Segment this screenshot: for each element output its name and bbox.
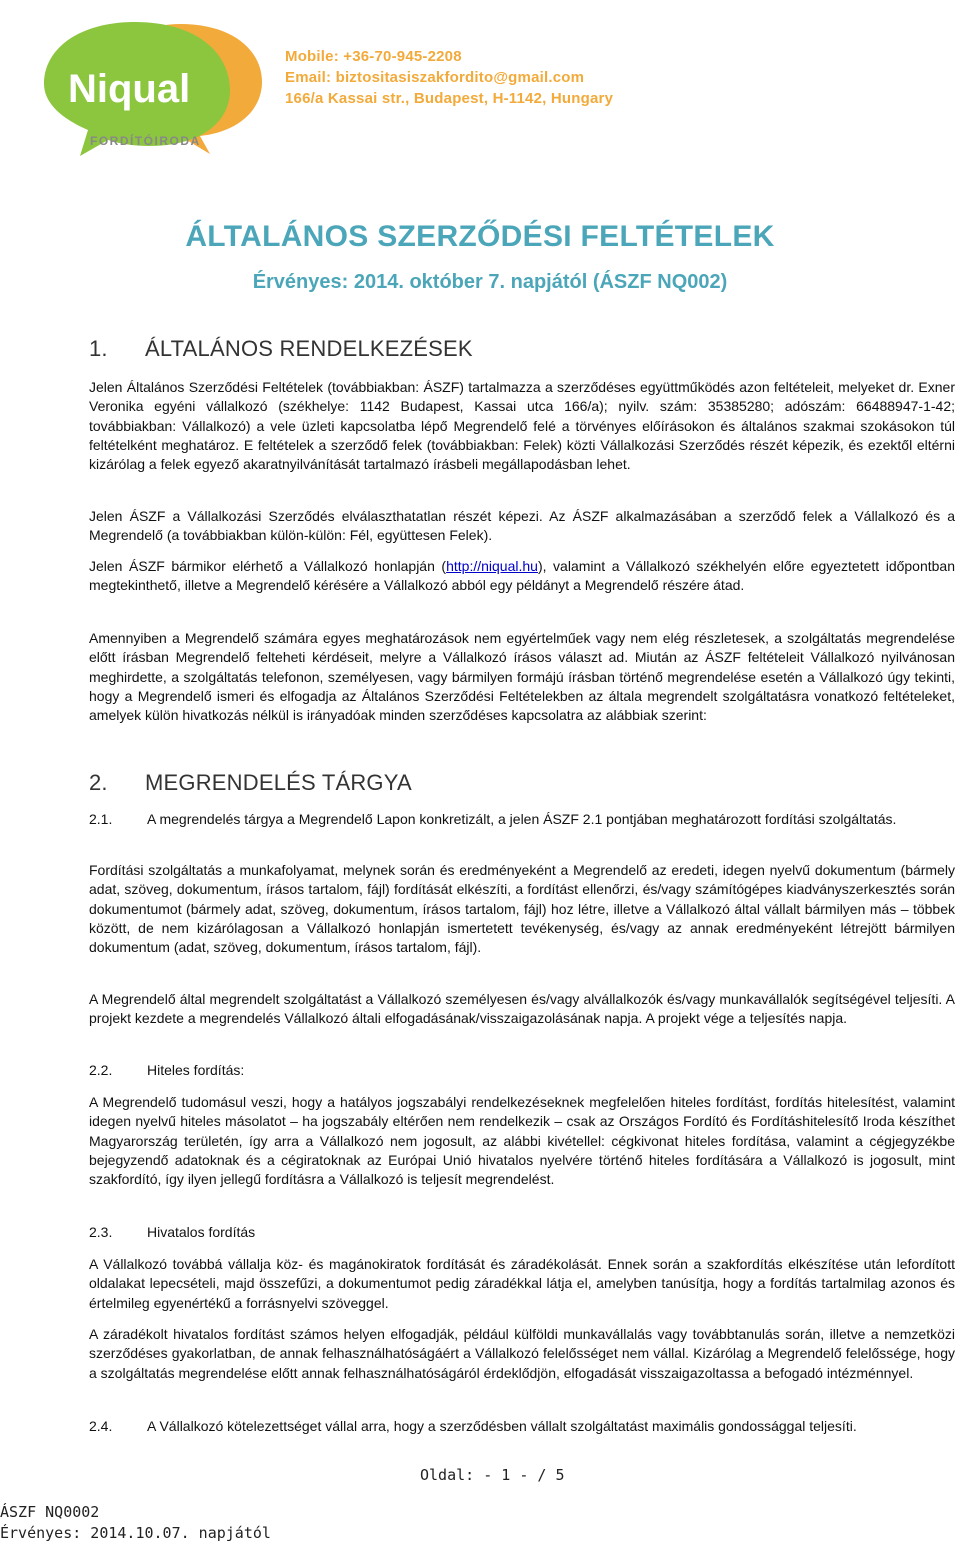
footer-doc-id: ÁSZF NQ0002	[0, 1503, 100, 1521]
section-2-paragraph-a: Fordítási szolgáltatás a munkafolyamat, melynek során és eredményeként a Megrendelő az eredeti, idegen nyelvű dokumentum (bármely adat, szöveg, dokumentum, írásos tartalom, fájl) fordítását elkészíti, a fordítást ellenőrzi, és/vagy számítógépes kiadványszerkesztés során dokumentumot (bármely adat, szöveg, dokumentum, írásos tartalom, fájl) hoz létre, illetve a Vállalkozó által vállalt bármilyen más – többek között, de nem kizárólagosan a Vállalkozó honlapján ismertetett tevékenység, és/vagy az annak eredményeként létrejött bármilyen dokumentum (adat, szöveg, dokumentum, írásos tartalom, fájl).	[89, 862, 955, 956]
clause-2-1-text: A megrendelés tárgya a Megrendelő Lapon konkretizált, a jelen ÁSZF 2.1 pontjában meghatározott fordítási szolgáltatás.	[147, 811, 897, 827]
section-2-paragraph-e: A záradékolt hivatalos fordítást számos helyen elfogadják, például külföldi munkavállalás vagy továbbtanulás során, illetve a nemzetközi szerződéses gyakorlatban, de annak felhasználhatóságáért a Vállalkozó felelősséget nem vállal. Kizárólag a Megrendelő felelőssége, hogy a szolgáltatás megrendelése előtt annak felhasználhatóságáról érdeklődjön, elfogadását visszaigazoltassa a befogadó intézménnyel.	[89, 1326, 955, 1381]
section-2-paragraph-b: A Megrendelő által megrendelt szolgáltatást a Vállalkozó személyesen és/vagy alvállalkozók és/vagy munkavállalók segítségével teljesíti. A projekt kezdete a megrendelés Vállalkozó általi elfogadásának/visszaigazolásának napja. A projekt vége a teljesítés napja.	[89, 991, 955, 1027]
contact-email: Email: biztositasiszakfordito@gmail.com	[285, 69, 585, 86]
clause-2-2-title: Hiteles fordítás:	[147, 1062, 245, 1078]
clause-2-3-title: Hivatalos fordítás	[147, 1224, 256, 1240]
contact-mobile: Mobile: +36-70-945-2208	[285, 48, 462, 65]
section-1-paragraph-4: Amennyiben a Megrendelő számára egyes meghatározások nem egyértelműek vagy nem elég részletesek, a szolgáltatás megrendelése előtt írásban Megrendelő felteheti kérdéseit, melyre a Vállalkozó írásos választ ad. Miután az ÁSZF feltételeit Vállalkozó nyilvánosan meghirdette, a szolgáltatás telefonon, személyesen, vagy bármilyen formájú írásban történő megrendelése esetén a Vállalkozó úgy tekinti, hogy a Megrendelő ismeri és elfogadja az Általános Szerződési Feltételekben az általa megrendelt szolgáltatásra vonatkozó feltételeket, amelyek külön hivatkozás nélkül is irányadóak minden szerződéses kapcsolatra az alábbiak szerint:	[89, 630, 955, 724]
letterhead	[0, 0, 960, 170]
logo-wordmark: Niqual	[68, 67, 191, 111]
section-1-number: 1.	[89, 336, 108, 361]
section-2-paragraph-d: A Vállalkozó továbbá vállalja köz- és magánokiratok fordítását és záradékolását. Ennek során a szakfordítás elkészítése után lefordított oldalakat lepecsételi, majd összefűzi, a dokumentumot pedig záradékkal látja el, amelyben tanúsítja, hogy a fordítás tartalmilag azonos és értelmileg egyenértékű a forrásnyelvi szöveggel.	[89, 1256, 955, 1311]
section-1-paragraph-1: Jelen Általános Szerződési Feltételek (továbbiakban: ÁSZF) tartalmazza a szerződéses együttműködés azon feltételeit, melyeket dr. Exner Veronika egyéni vállalkozó (székhelye: 1142 Budapest, Kassai utca 166/a); nyilv. szám: 35385280; adószám: 66488947-1-42; továbbiakban: Vállalkozó) a vele üzleti kapcsolatba lépő Megrendelő felé a törvényes előírásokon és általános szakmai szokásokon túl feltételként meghatároz. E feltételek a szerződő felek (továbbiakban: Felek) közti Vállalkozási Szerződés részét képezik, és ezektől eltérni kizárólag a felek egyező akaratnyilvánítását tartalmazó írásbeli megállapodásban lehet.	[89, 379, 955, 473]
contact-block	[285, 46, 613, 109]
clause-2-1	[82, 810, 956, 829]
footer-doc-info	[0, 1502, 271, 1544]
clause-2-2-heading	[89, 1061, 244, 1080]
clause-2-3-number: 2.3.	[89, 1224, 113, 1240]
contact-address: 166/a Kassai str., Budapest, H-1142, Hungary	[285, 90, 614, 107]
clause-2-3-heading	[89, 1223, 255, 1242]
section-2-heading	[89, 770, 412, 796]
clause-2-1-number: 2.1.	[89, 811, 113, 827]
page-number: Oldal: - 1 - / 5	[420, 1466, 565, 1484]
document-subtitle: Érvényes: 2014. október 7. napjától (ÁSZF NQ002)	[252, 271, 728, 293]
footer-valid-from: Érvényes: 2014.10.07. napjától	[0, 1524, 271, 1542]
section-1-heading	[89, 336, 473, 362]
clause-2-4-number: 2.4.	[89, 1418, 113, 1434]
section-1-title: ÁLTALÁNOS RENDELKEZÉSEK	[145, 336, 473, 361]
document-title: ÁLTALÁNOS SZERZŐDÉSI FELTÉTELEK	[185, 220, 775, 253]
clause-2-4-text: A Vállalkozó kötelezettséget vállal arra, hogy a szerződésben vállalt szolgáltatást maximális gondossággal teljesíti.	[147, 1418, 857, 1434]
paragraph-3-text-before: Jelen ÁSZF bármikor elérhető a Vállalkozó honlapján (	[89, 558, 447, 574]
paragraph-3-text-after: ), valamint a Vállalkozó székhelyén előre egyeztetett időpontban megtekinthető, illetve a Megrendelő kérésére a Vállalkozó abból egy példányt a Megrendelő részére átad.	[89, 558, 955, 594]
section-2-title: MEGRENDELÉS TÁRGYA	[145, 770, 412, 795]
section-2-paragraph-c: A Megrendelő tudomásul veszi, hogy a hatályos jogszabályi rendelkezéseknek megfelelően hiteles fordítást, fordítás hitelesítést, valamint idegen nyelvű hiteles másolatot – ha jogszabály eltérően nem rendelkezik – csak az Országos Fordító és Fordításhitelesítő Iroda készíthet Magyarország területén, így arra a Vállalkozó nem jogosult, az alábbi kivétellel: cégkivonat hiteles fordítása, valamint a cégjegyzékbe bejegyzendő adatoknak és a cégiratoknak az Európai Unió hivatalos nyelvére történő hiteles fordítására a Vállalkozó is jogosult, mint szakfordító, így ilyen jellegű fordításra a Vállalkozó is teljesít megrendelést.	[89, 1094, 955, 1188]
website-link[interactable]: http://niqual.hu	[446, 558, 538, 574]
section-1-paragraph-3	[89, 557, 955, 596]
clause-2-2-number: 2.2.	[89, 1062, 113, 1078]
logo-subtext: FORDÍTÓIRODA	[90, 134, 201, 148]
section-1-paragraph-2: Jelen ÁSZF a Vállalkozási Szerződés elválaszthatatlan részét képezi. Az ÁSZF alkalmazásában a szerződő felek a Vállalkozó és a Megrendelő (a továbbiakban külön-külön: Fél, együttesen Felek).	[89, 508, 955, 544]
clause-2-4	[82, 1417, 956, 1436]
section-2-number: 2.	[89, 770, 108, 795]
